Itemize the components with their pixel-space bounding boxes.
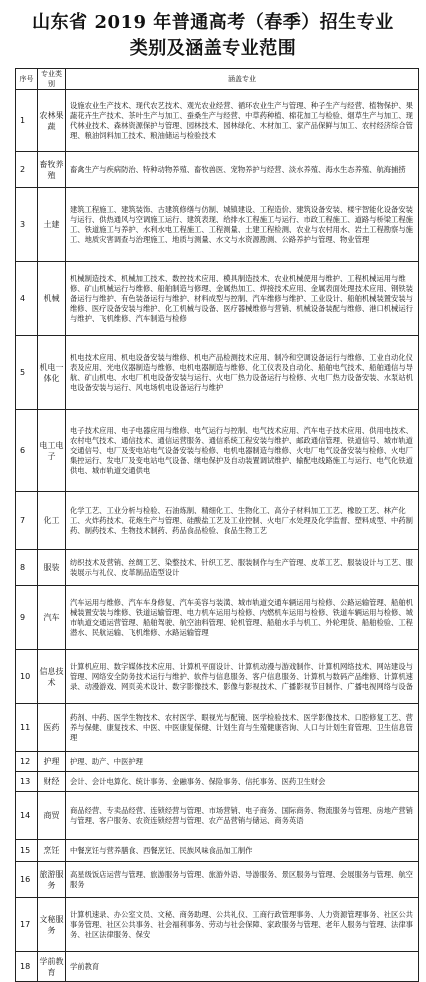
row-scope: 高星级饭店运营与管理、旅游服务与管理、旅游外语、导游服务、景区服务与管理、会展服务与管理、航空服务 <box>66 862 419 898</box>
row-number: 8 <box>16 550 38 586</box>
header-category: 专业类别 <box>38 69 66 90</box>
row-category: 化工 <box>38 492 66 550</box>
table-row <box>16 492 419 550</box>
row-scope: 机电技术应用、机电设备安装与维修、机电产品检测技术应用、制冷和空调设备运行与维修、工业自动化仪表及应用、光电仪器制造与维修、电机电器制造与维修、化工仪表及自动化、船舶电气技术、船舶通信与导航、矿山机电、水电厂机电设备安装与运行、火电厂热力设备运行与检修、火电厂热力设备安装、水泵站机电设备安装与运行、风电场机电设备运行与维护 <box>66 336 419 410</box>
row-scope: 建筑工程施工、建筑装饰、古建筑修缮与仿制、城镇建设、工程造价、建筑设备安装、楼宇智能化设备安装与运行、供热通风与空调施工运行、建筑表现、给排水工程施工与运行、市政工程施工、道路与桥梁工程施工、铁道施工与养护、水利水电工程施工、工程测量、土建工程检测、农业与农村用水、岩土工程勘察与施工、地质灾害调查与治理施工、地质与测量、水文与水资源勘测、公路养护与管理、物业管理 <box>66 188 419 262</box>
row-category: 电工电子 <box>38 410 66 492</box>
document-title-line1: 山东省 2019 年普通高考（春季）招生专业 <box>32 12 394 33</box>
table-row <box>16 586 419 650</box>
row-category: 商贸 <box>38 792 66 840</box>
row-number: 4 <box>16 262 38 336</box>
row-category: 机械 <box>38 262 66 336</box>
row-scope: 会计、会计电算化、统计事务、金融事务、保险事务、信托事务、医药卫生财会 <box>66 772 419 792</box>
row-category: 服装 <box>38 550 66 586</box>
row-scope: 学前教育 <box>66 952 419 982</box>
table-row <box>16 952 419 982</box>
row-category: 财经 <box>38 772 66 792</box>
row-category: 文秘服务 <box>38 898 66 952</box>
row-number: 13 <box>16 772 38 792</box>
table-row <box>16 704 419 752</box>
row-scope: 机械制造技术、机械加工技术、数控技术应用、模具制造技术、农业机械使用与维护、工程机械运用与维修、矿山机械运行与维修、船舶制造与修理、金属热加工、焊接技术应用、金属表面处理技术应用、钢铁装备运行与维护、有色装备运行与维护、材料成型与控制、汽车维修与维护、工业设计、船舶机械装置安装与维修、医疗设备安装与维护、化工机械与设备、医疗器械维修与营销、机械设备装配与维修、港口机械运行与维护、飞机维修、汽车制造与检修 <box>66 262 419 336</box>
row-number: 14 <box>16 792 38 840</box>
row-category: 信息技术 <box>38 650 66 704</box>
table-row <box>16 862 419 898</box>
row-scope: 电子技术应用、电子电器应用与维修、电气运行与控制、电气技术应用、汽车电子技术应用、供用电技术、农村电气技术、通信技术、通信运营服务、通信系统工程安装与维护、邮政通信管理、铁道信号、城市轨道交通信号、电厂及变电站电气设备安装与检修、电机电器制造与维修、火电厂电气设备安装与检修、火电厂集控运行、发电厂及变电站电气设备、继电保护及自动装置调试维护、输配电线路施工与运行、电气化铁道供电、城市轨道交通供电 <box>66 410 419 492</box>
row-category: 烹饪 <box>38 840 66 862</box>
table-row <box>16 152 419 188</box>
row-scope: 化学工艺、工业分析与检验、石油炼制、精细化工、生物化工、高分子材料加工工艺、橡胶工艺、林产化工、火炸药技术、花炮生产与管理、硅酸盐工艺及工业控制、火电厂水处理及化学监督、塑料成型、中药制药、制药技术、生物技术制药、药品食品检验、食品生物工艺 <box>66 492 419 550</box>
row-number: 12 <box>16 752 38 772</box>
row-number: 17 <box>16 898 38 952</box>
row-scope: 护理、助产、中医护理 <box>66 752 419 772</box>
table-row <box>16 650 419 704</box>
header-index: 序号 <box>16 69 38 90</box>
table-row <box>16 188 419 262</box>
row-number: 11 <box>16 704 38 752</box>
row-number: 7 <box>16 492 38 550</box>
document-title-line2: 类别及涵盖专业范围 <box>129 38 297 59</box>
table-row <box>16 262 419 336</box>
row-category: 畜牧养殖 <box>38 152 66 188</box>
table-header-row <box>16 69 419 90</box>
row-number: 2 <box>16 152 38 188</box>
row-number: 5 <box>16 336 38 410</box>
row-scope: 计算机应用、数字媒体技术应用、计算机平面设计、计算机动漫与游戏制作、计算机网络技术、网站建设与管理、网络安全防务技术运行与维护、软件与信息服务、客户信息服务、计算机与数码产品维修、计算机速录、动漫游戏、网页美术设计、数字影像技术、影像与影视技术、广播影视节目制作、广播电视网络与设备 <box>66 650 419 704</box>
row-category: 旅游服务 <box>38 862 66 898</box>
row-scope: 畜禽生产与疾病防治、特种动物养殖、畜牧兽医、宠物养护与经营、淡水养殖、海水生态养殖、航海捕捞 <box>66 152 419 188</box>
table-row <box>16 840 419 862</box>
table-row <box>16 792 419 840</box>
row-scope: 中餐烹饪与营养膳食、西餐烹饪、民族风味食品加工制作 <box>66 840 419 862</box>
row-category: 土建 <box>38 188 66 262</box>
table-row <box>16 336 419 410</box>
row-category: 医药 <box>38 704 66 752</box>
row-scope: 计算机速录、办公室文员、文秘、商务助理、公共礼仪、工商行政管理事务、人力资源管理事务、社区公共事务管理、社区公共事务、社会福利事务、劳动与社会保障、家政服务与管理、老年人服务与管理、法律事务、社区法律服务、保安 <box>66 898 419 952</box>
table-row <box>16 90 419 152</box>
row-scope: 汽车运用与维修、汽车车身修复、汽车美容与装潢、城市轨道交通车辆运用与检修、公路运输管理、船舶机械装置安装与维修、铁道运输管理、电力机车运用与检修、内燃机车运用与检修、铁道车辆运用与检修、城市轨道交通运营管理、船舶驾驶、航空油料管理、轮机管理、船舶水手与机工、外轮理货、船舶检验、工程潜水、民航运输、飞机维修、水路运输管理 <box>66 586 419 650</box>
row-number: 10 <box>16 650 38 704</box>
row-scope: 商品经营、专卖品经营、连锁经营与管理、市场营销、电子商务、国际商务、物流服务与管理、房地产营销与管理、客户服务、农资连锁经营与管理、农产品营销与储运、商务英语 <box>66 792 419 840</box>
row-scope: 纺织技术及营销、丝绸工艺、染整技术、针织工艺、服装制作与生产管理、皮革工艺、服装设计与工艺、服装展示与礼仪、皮革制品造型设计 <box>66 550 419 586</box>
row-category: 机电一体化 <box>38 336 66 410</box>
table-row <box>16 752 419 772</box>
row-category: 汽车 <box>38 586 66 650</box>
table-row <box>16 898 419 952</box>
row-category: 护理 <box>38 752 66 772</box>
table-row <box>16 772 419 792</box>
table-row <box>16 410 419 492</box>
majors-table <box>15 68 419 982</box>
row-scope: 药剂、中药、医学生物技术、农村医学、眼视光与配镜、医学检验技术、医学影像技术、口腔修复工艺、营养与保健、康复技术、中医、中医康复保健、计划生育与生殖健康咨询、人口与计划生育管理、卫生信息管理 <box>66 704 419 752</box>
row-number: 3 <box>16 188 38 262</box>
row-number: 16 <box>16 862 38 898</box>
row-number: 6 <box>16 410 38 492</box>
header-scope: 涵盖专业 <box>66 69 419 90</box>
row-category: 学前教育 <box>38 952 66 982</box>
row-number: 1 <box>16 90 38 152</box>
row-category: 农林果蔬 <box>38 90 66 152</box>
row-number: 9 <box>16 586 38 650</box>
row-number: 18 <box>16 952 38 982</box>
row-scope: 设施农业生产技术、现代农艺技术、观光农业经营、循环农业生产与管理、种子生产与经营、植物保护、果蔬花卉生产技术、茶叶生产与加工、蚕桑生产与经营、中草药种植、棉花加工与检验、烟草生产与加工、现代林业技术、森林资源保护与管理、园林技术、园林绿化、木材加工、家产品保鲜与加工、农村经济综合管理、粮油饲料加工技术、粮油储运与检验技术 <box>66 90 419 152</box>
table-row <box>16 550 419 586</box>
row-number: 15 <box>16 840 38 862</box>
